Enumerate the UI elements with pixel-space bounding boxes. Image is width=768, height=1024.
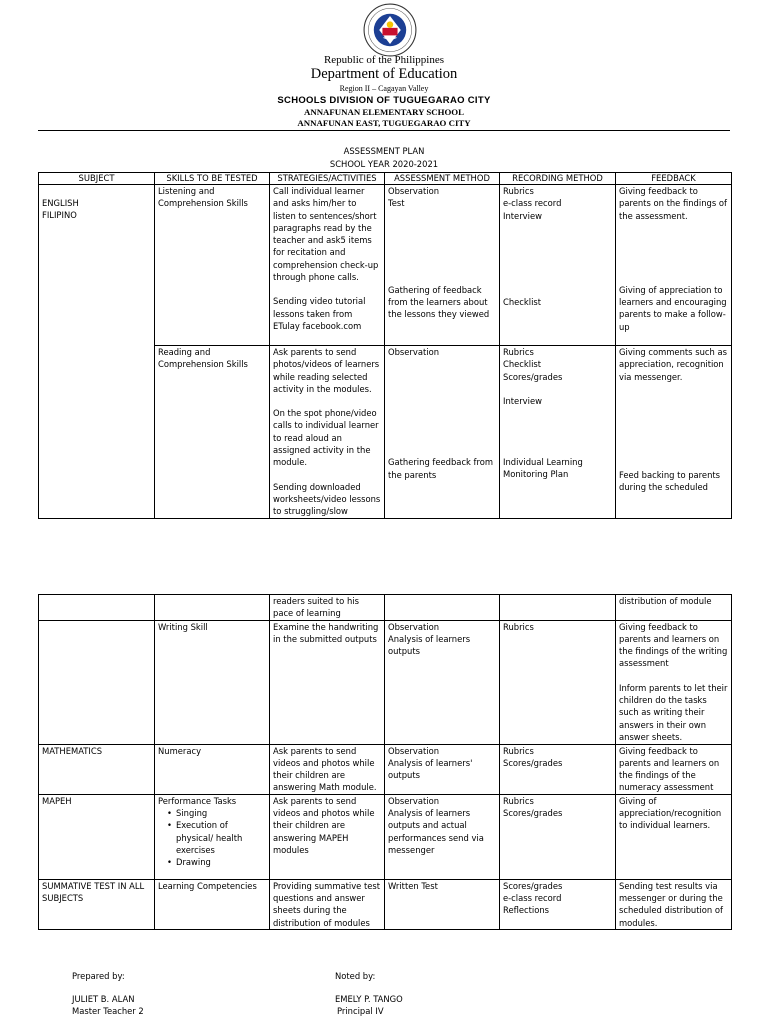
recording-item: e-class record — [503, 893, 562, 904]
assessment-cell — [385, 185, 500, 346]
feedback-text: Giving feedback to parents on the findings of the assessment. — [619, 186, 727, 221]
region-line: Region II – Cagayan Valley — [339, 84, 429, 93]
assessment-item: Analysis of learners outputs — [388, 633, 471, 657]
assessment-cell — [385, 620, 500, 744]
recording-cell — [500, 744, 616, 794]
skill-cell — [155, 620, 270, 744]
recording-item: Interview — [503, 395, 542, 406]
department-name: Department of Education — [310, 66, 458, 82]
assessment-item: Gathering feedback from the parents — [388, 457, 494, 480]
table-row — [39, 595, 732, 621]
feedback-text: Sending test results via messenger or during the scheduled distribution of modules. — [619, 880, 723, 928]
subject-english: ENGLISH — [42, 198, 79, 208]
strategy-cell — [270, 620, 385, 744]
prepared-by-label: Prepared by: — [72, 971, 125, 981]
skill-performance: Performance Tasks — [158, 795, 237, 806]
header-skills: SKILLS TO BE TESTED — [155, 173, 270, 185]
table-row — [39, 794, 732, 879]
feedback-cell — [616, 595, 732, 621]
feedback-text: Giving of appreciation/recognition to individual learners. — [619, 795, 722, 831]
feedback-text: Giving feedback to parents and learners on the findings of the numeracy assessment — [619, 745, 720, 793]
list-item: • Execution of physical/ health exercises — [176, 819, 266, 856]
noted-by-label: Noted by: — [335, 971, 376, 981]
assessment-table-page-2 — [38, 594, 732, 930]
subject-math: MATHEMATICS — [42, 745, 103, 756]
prepared-by-title: Master Teacher 2 — [72, 1006, 144, 1016]
skill-competencies: Learning Competencies — [158, 880, 257, 891]
header-subject: SUBJECT — [39, 173, 155, 185]
recording-cell — [500, 346, 616, 519]
assessment-item: Observation — [388, 186, 439, 196]
table-row — [39, 620, 732, 744]
strategy-cell — [270, 595, 385, 621]
feedback-text: Feed backing to parents during the scheduled — [619, 469, 721, 493]
assessment-cell — [385, 346, 500, 519]
table-header-row — [39, 173, 732, 185]
subject-mapeh: MAPEH — [42, 795, 72, 806]
deped-seal-logo — [363, 3, 417, 57]
feedback-text: Giving feedback to parents and learners on the findings of the writing assessment — [619, 621, 728, 669]
recording-item: Rubrics — [503, 745, 534, 756]
skill-cell — [155, 794, 270, 879]
list-item: • Drawing — [176, 856, 266, 868]
assessment-item: Observation — [388, 621, 439, 632]
skill-reading: Reading and Comprehension Skills — [158, 347, 248, 370]
header-recording: RECORDING METHOD — [500, 173, 616, 185]
header-assessment: ASSESSMENT METHOD — [385, 173, 500, 185]
subject-cell — [39, 794, 155, 879]
assessment-item: Gathering of feedback from the learners about the lessons they viewed — [388, 284, 490, 320]
recording-cell — [500, 595, 616, 621]
recording-item: Scores/grades — [503, 371, 563, 382]
recording-item: Scores/grades — [503, 808, 563, 819]
recording-item: Individual Learning Monitoring Plan — [503, 457, 583, 480]
republic-line: Republic of the Philippines — [323, 54, 445, 66]
header-strategies: STRATEGIES/ACTIVITIES — [270, 173, 385, 185]
assessment-item: Observation — [388, 795, 439, 806]
school-year: SCHOOL YEAR 2020-2021 — [329, 159, 439, 169]
assessment-cell — [385, 794, 500, 879]
assessment-item: Observation — [388, 347, 439, 357]
skill-cell — [155, 744, 270, 794]
assessment-item: Written Test — [388, 880, 438, 891]
table-row — [39, 744, 732, 794]
feedback-cell — [616, 620, 732, 744]
recording-item: Interview — [503, 210, 542, 221]
strategy-text: readers suited to his pace of learning — [273, 596, 359, 619]
strategy-text: Examine the handwriting in the submitted outputs — [273, 621, 379, 644]
skill-cell — [155, 346, 270, 519]
header-divider — [38, 130, 730, 131]
skill-writing: Writing Skill — [158, 621, 208, 632]
strategy-text: Ask parents to send videos and photos while their children are answering Math module. — [273, 745, 377, 793]
recording-item: Scores/grades — [503, 757, 563, 768]
assessment-cell — [385, 879, 500, 929]
recording-cell — [500, 185, 616, 346]
recording-item: e-class record — [503, 198, 562, 209]
recording-cell — [500, 879, 616, 929]
recording-item: Rubrics — [503, 621, 534, 632]
strategy-cell — [270, 744, 385, 794]
strategy-text: Ask parents to send videos and photos while their children are answering MAPEH modules — [273, 795, 375, 855]
header-feedback: FEEDBACK — [616, 173, 732, 185]
school-name: ANNAFUNAN ELEMENTARY SCHOOL — [304, 107, 464, 117]
strategy-text: Call individual learner and asks him/her to listen to sentences/short paragraphs read by the teacher and ask5 items for recitation and comprehension check-up through phone calls. — [273, 186, 379, 283]
recording-item: Checklist — [503, 296, 542, 307]
feedback-text: Giving of appreciation to learners and encouraging parents to make a follow-up — [619, 284, 727, 332]
feedback-text: distribution of module — [619, 596, 712, 606]
skill-cell — [155, 185, 270, 346]
feedback-cell — [616, 346, 732, 519]
recording-item: Checklist — [503, 359, 542, 370]
subject-summative: SUMMATIVE TEST IN ALL SUBJECTS — [42, 880, 145, 904]
assessment-item: Analysis of learners outputs and actual performances send via messenger — [388, 808, 484, 855]
plan-title: ASSESSMENT PLAN — [343, 146, 425, 156]
performance-task-list — [158, 807, 266, 868]
strategy-text: Sending video tutorial lessons taken from ETulay facebook.com — [273, 296, 366, 331]
feedback-cell — [616, 794, 732, 879]
assessment-item: Test — [388, 198, 405, 209]
recording-item: Rubrics — [503, 795, 534, 806]
feedback-text: Inform parents to let their children do the tasks such as writing their answers in their own answer sheets. — [619, 682, 728, 742]
noted-by-title: Principal IV — [337, 1006, 384, 1016]
strategy-cell — [270, 346, 385, 519]
recording-cell — [500, 794, 616, 879]
assessment-table-page-1 — [38, 172, 732, 519]
strategy-text: Sending downloaded worksheets/video lessons to struggling/slow — [273, 481, 381, 517]
strategy-cell — [270, 185, 385, 346]
recording-item: Scores/grades — [503, 880, 563, 891]
prepared-by-name: JULIET B. ALAN — [72, 994, 135, 1004]
recording-item: Rubrics — [503, 347, 534, 357]
assessment-cell — [385, 595, 500, 621]
strategy-text: Ask parents to send photos/videos of learners while reading selected activity in the modules. — [273, 347, 380, 394]
school-address: ANNAFUNAN EAST, TUGUEGARAO CITY — [297, 118, 471, 128]
feedback-cell — [616, 879, 732, 929]
assessment-cell — [385, 744, 500, 794]
skill-cell — [155, 595, 270, 621]
feedback-cell — [616, 744, 732, 794]
subject-cell — [39, 620, 155, 744]
table-row — [39, 879, 732, 929]
subject-filipino: FILIPINO — [42, 210, 77, 221]
subject-cell — [39, 744, 155, 794]
skill-cell — [155, 879, 270, 929]
list-item: • Singing — [176, 807, 266, 819]
skill-listening: Listening and Comprehension Skills — [158, 186, 248, 209]
division-line: SCHOOLS DIVISION OF TUGUEGARAO CITY — [277, 95, 491, 106]
strategy-cell — [270, 879, 385, 929]
table-row — [39, 185, 732, 346]
recording-item: Reflections — [503, 905, 550, 916]
noted-by-name: EMELY P. TANGO — [335, 994, 403, 1004]
feedback-text: Giving comments such as appreciation, recognition via messenger. — [619, 347, 727, 382]
assessment-item: Observation — [388, 745, 439, 756]
skill-numeracy: Numeracy — [158, 745, 202, 756]
subject-cell — [39, 595, 155, 621]
strategy-cell — [270, 794, 385, 879]
recording-cell — [500, 620, 616, 744]
assessment-item: Analysis of learners' outputs — [388, 757, 473, 781]
recording-item: Rubrics — [503, 186, 534, 196]
strategy-text: On the spot phone/video calls to individual learner to read aloud an assigned activity in the module. — [273, 408, 379, 468]
subject-cell — [39, 185, 155, 519]
feedback-cell — [616, 185, 732, 346]
strategy-text: Providing summative test questions and answer sheets during the distribution of modules — [273, 880, 381, 928]
subject-cell — [39, 879, 155, 929]
